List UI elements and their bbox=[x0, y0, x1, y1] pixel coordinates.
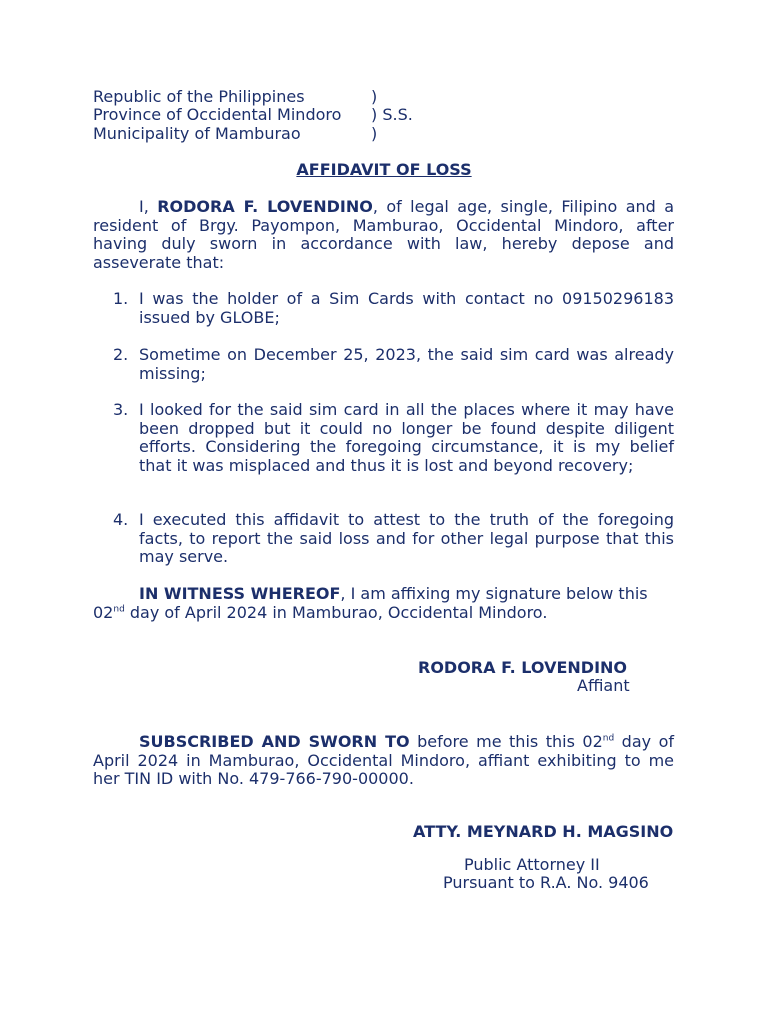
venue-province: Province of Occidental Mindoro bbox=[93, 105, 342, 124]
intro-paragraph bbox=[93, 198, 674, 272]
item-text: I looked for the said sim card in all the places where it may have been dropped but it could no longer be found despite diligent efforts. Considering the foregoing circumstance, it is my belief that it was misplaced and thus it is lost and beyond recovery; bbox=[139, 400, 674, 475]
intro-pre: I, bbox=[139, 197, 158, 216]
intro-post: , of legal age, single, Filipino and a resident of Brgy. Payompon, Mamburao, Occidental Mindoro, after having duly sworn in accordance with law, hereby depose and asseverate that: bbox=[93, 197, 674, 272]
jurat-text-2: day of April 2024 in Mamburao, Occidental Mindoro, affiant exhibiting to me her TIN ID with No. 479-766-790-00000. bbox=[93, 732, 674, 788]
venue-country: Republic of the Philippines bbox=[93, 87, 305, 106]
witness-text-2: day of April 2024 in Mamburao, Occidental Mindoro. bbox=[124, 602, 548, 622]
witness-day-suffix: nd bbox=[113, 604, 125, 615]
item-number: 4. bbox=[113, 510, 129, 529]
document-title: AFFIDAVIT OF LOSS bbox=[296, 160, 472, 179]
witness-text: , I am affixing my signature below this bbox=[340, 584, 648, 603]
item-number: 1. bbox=[113, 289, 129, 308]
item-text: I was the holder of a Sim Cards with contact no 09150296183 issued by GLOBE; bbox=[139, 289, 674, 327]
item-number: 2. bbox=[113, 345, 129, 364]
officer-title: Public Attorney II bbox=[464, 855, 600, 874]
affiant-signature-name: RODORA F. LOVENDINO bbox=[418, 658, 628, 677]
jurat-text: before me this this bbox=[409, 732, 583, 751]
officer-name: ATTY. MEYNARD H. MAGSINO bbox=[413, 822, 674, 841]
venue-municipality: Municipality of Mamburao bbox=[93, 124, 301, 143]
witness-lead: IN WITNESS WHEREOF bbox=[139, 584, 341, 603]
officer-authority: Pursuant to R.A. No. 9406 bbox=[443, 873, 649, 892]
venue-ss: ) S.S. bbox=[371, 105, 413, 124]
affiant-role: Affiant bbox=[577, 676, 630, 695]
venue-paren: ) bbox=[371, 124, 378, 143]
venue-paren: ) bbox=[371, 87, 378, 106]
item-number: 3. bbox=[113, 400, 129, 419]
item-text: I executed this affidavit to attest to the truth of the foregoing facts, to report the said loss and for other legal purpose that this may serve. bbox=[139, 510, 674, 566]
jurat-lead: SUBSCRIBED AND SWORN TO bbox=[139, 732, 410, 751]
jurat-paragraph bbox=[93, 733, 674, 789]
jurat-day-suffix: nd bbox=[602, 733, 615, 744]
item-text: Sometime on December 25, 2023, the said sim card was already missing; bbox=[139, 345, 674, 383]
witness-paragraph bbox=[93, 585, 674, 622]
affiant-name-inline: RODORA F. LOVENDINO bbox=[157, 197, 373, 216]
witness-day: 02 bbox=[93, 602, 114, 622]
jurat-day: 02 bbox=[582, 732, 603, 751]
